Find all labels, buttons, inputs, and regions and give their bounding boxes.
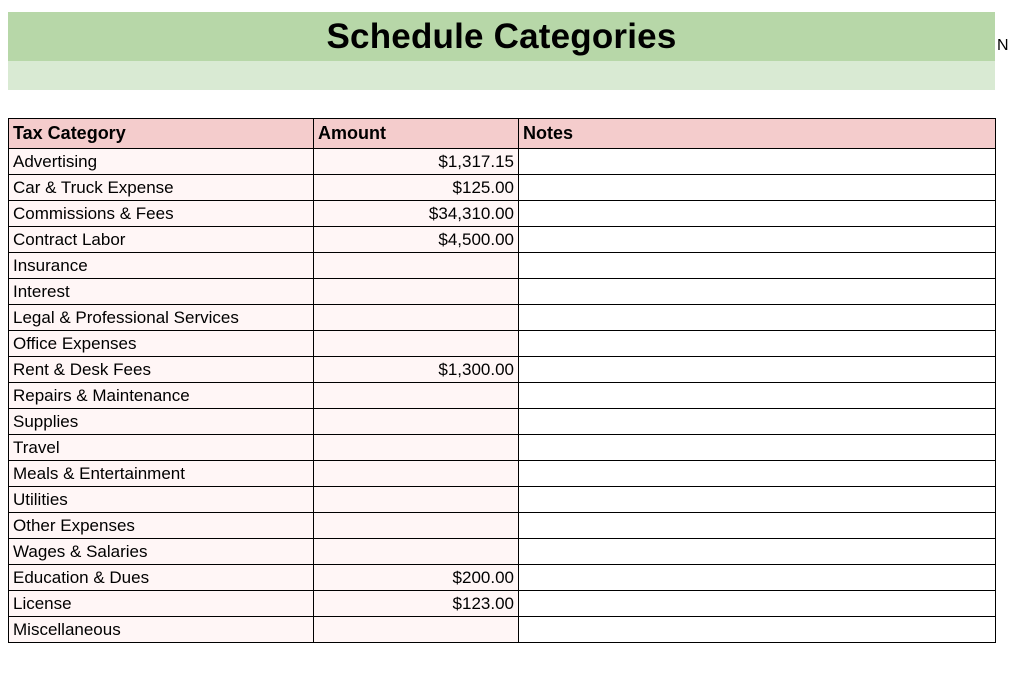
table-row [9, 513, 996, 539]
table-row [9, 461, 996, 487]
amount-cell[interactable] [314, 539, 519, 565]
notes-cell[interactable] [519, 253, 996, 279]
table-row [9, 565, 996, 591]
amount-cell[interactable] [314, 617, 519, 643]
table-row [9, 149, 996, 175]
category-cell[interactable]: Legal & Professional Services [9, 305, 314, 331]
schedule-categories-table [8, 118, 996, 643]
amount-cell[interactable] [314, 331, 519, 357]
notes-cell[interactable] [519, 279, 996, 305]
amount-cell[interactable]: $1,317.15 [314, 149, 519, 175]
header-notes[interactable]: Notes [519, 119, 996, 149]
notes-cell[interactable] [519, 487, 996, 513]
category-cell[interactable]: Interest [9, 279, 314, 305]
notes-cell[interactable] [519, 409, 996, 435]
category-cell[interactable]: License [9, 591, 314, 617]
notes-cell[interactable] [519, 539, 996, 565]
notes-cell[interactable] [519, 513, 996, 539]
table-row [9, 279, 996, 305]
table-row [9, 201, 996, 227]
amount-cell[interactable] [314, 435, 519, 461]
amount-cell[interactable] [314, 513, 519, 539]
category-cell[interactable]: Other Expenses [9, 513, 314, 539]
category-cell[interactable]: Miscellaneous [9, 617, 314, 643]
table-row [9, 617, 996, 643]
sheet-subtitle-band[interactable] [8, 61, 995, 90]
category-cell[interactable]: Office Expenses [9, 331, 314, 357]
category-cell[interactable]: Meals & Entertainment [9, 461, 314, 487]
category-cell[interactable]: Education & Dues [9, 565, 314, 591]
header-row [9, 119, 996, 149]
notes-cell[interactable] [519, 565, 996, 591]
table-row [9, 383, 996, 409]
notes-cell[interactable] [519, 591, 996, 617]
notes-cell[interactable] [519, 357, 996, 383]
header-tax-category[interactable]: Tax Category [9, 119, 314, 149]
amount-cell[interactable]: $1,300.00 [314, 357, 519, 383]
category-cell[interactable]: Commissions & Fees [9, 201, 314, 227]
notes-cell[interactable] [519, 175, 996, 201]
amount-cell[interactable] [314, 305, 519, 331]
amount-cell[interactable]: $34,310.00 [314, 201, 519, 227]
table-row [9, 435, 996, 461]
amount-cell[interactable] [314, 409, 519, 435]
notes-cell[interactable] [519, 461, 996, 487]
category-cell[interactable]: Insurance [9, 253, 314, 279]
amount-cell[interactable]: $125.00 [314, 175, 519, 201]
category-cell[interactable]: Repairs & Maintenance [9, 383, 314, 409]
table-row [9, 227, 996, 253]
notes-cell[interactable] [519, 383, 996, 409]
table-row [9, 409, 996, 435]
table-row [9, 253, 996, 279]
notes-cell[interactable] [519, 149, 996, 175]
category-cell[interactable]: Travel [9, 435, 314, 461]
table-row [9, 539, 996, 565]
table-row [9, 305, 996, 331]
amount-cell[interactable] [314, 461, 519, 487]
amount-cell[interactable]: $123.00 [314, 591, 519, 617]
category-cell[interactable]: Supplies [9, 409, 314, 435]
sheet-title-band[interactable] [8, 12, 995, 61]
header-amount[interactable]: Amount [314, 119, 519, 149]
cutoff-cell-text: N [997, 37, 1009, 54]
table-row [9, 591, 996, 617]
category-cell[interactable]: Advertising [9, 149, 314, 175]
amount-cell[interactable] [314, 253, 519, 279]
notes-cell[interactable] [519, 305, 996, 331]
category-cell[interactable]: Contract Labor [9, 227, 314, 253]
amount-cell[interactable] [314, 383, 519, 409]
table-row [9, 331, 996, 357]
table-row [9, 487, 996, 513]
category-cell[interactable]: Utilities [9, 487, 314, 513]
table-row [9, 357, 996, 383]
sheet-title: Schedule Categories [326, 16, 677, 56]
amount-cell[interactable] [314, 279, 519, 305]
amount-cell[interactable] [314, 487, 519, 513]
notes-cell[interactable] [519, 435, 996, 461]
notes-cell[interactable] [519, 227, 996, 253]
table-row [9, 175, 996, 201]
category-cell[interactable]: Car & Truck Expense [9, 175, 314, 201]
category-cell[interactable]: Rent & Desk Fees [9, 357, 314, 383]
category-cell[interactable]: Wages & Salaries [9, 539, 314, 565]
notes-cell[interactable] [519, 331, 996, 357]
notes-cell[interactable] [519, 617, 996, 643]
notes-cell[interactable] [519, 201, 996, 227]
amount-cell[interactable]: $4,500.00 [314, 227, 519, 253]
amount-cell[interactable]: $200.00 [314, 565, 519, 591]
